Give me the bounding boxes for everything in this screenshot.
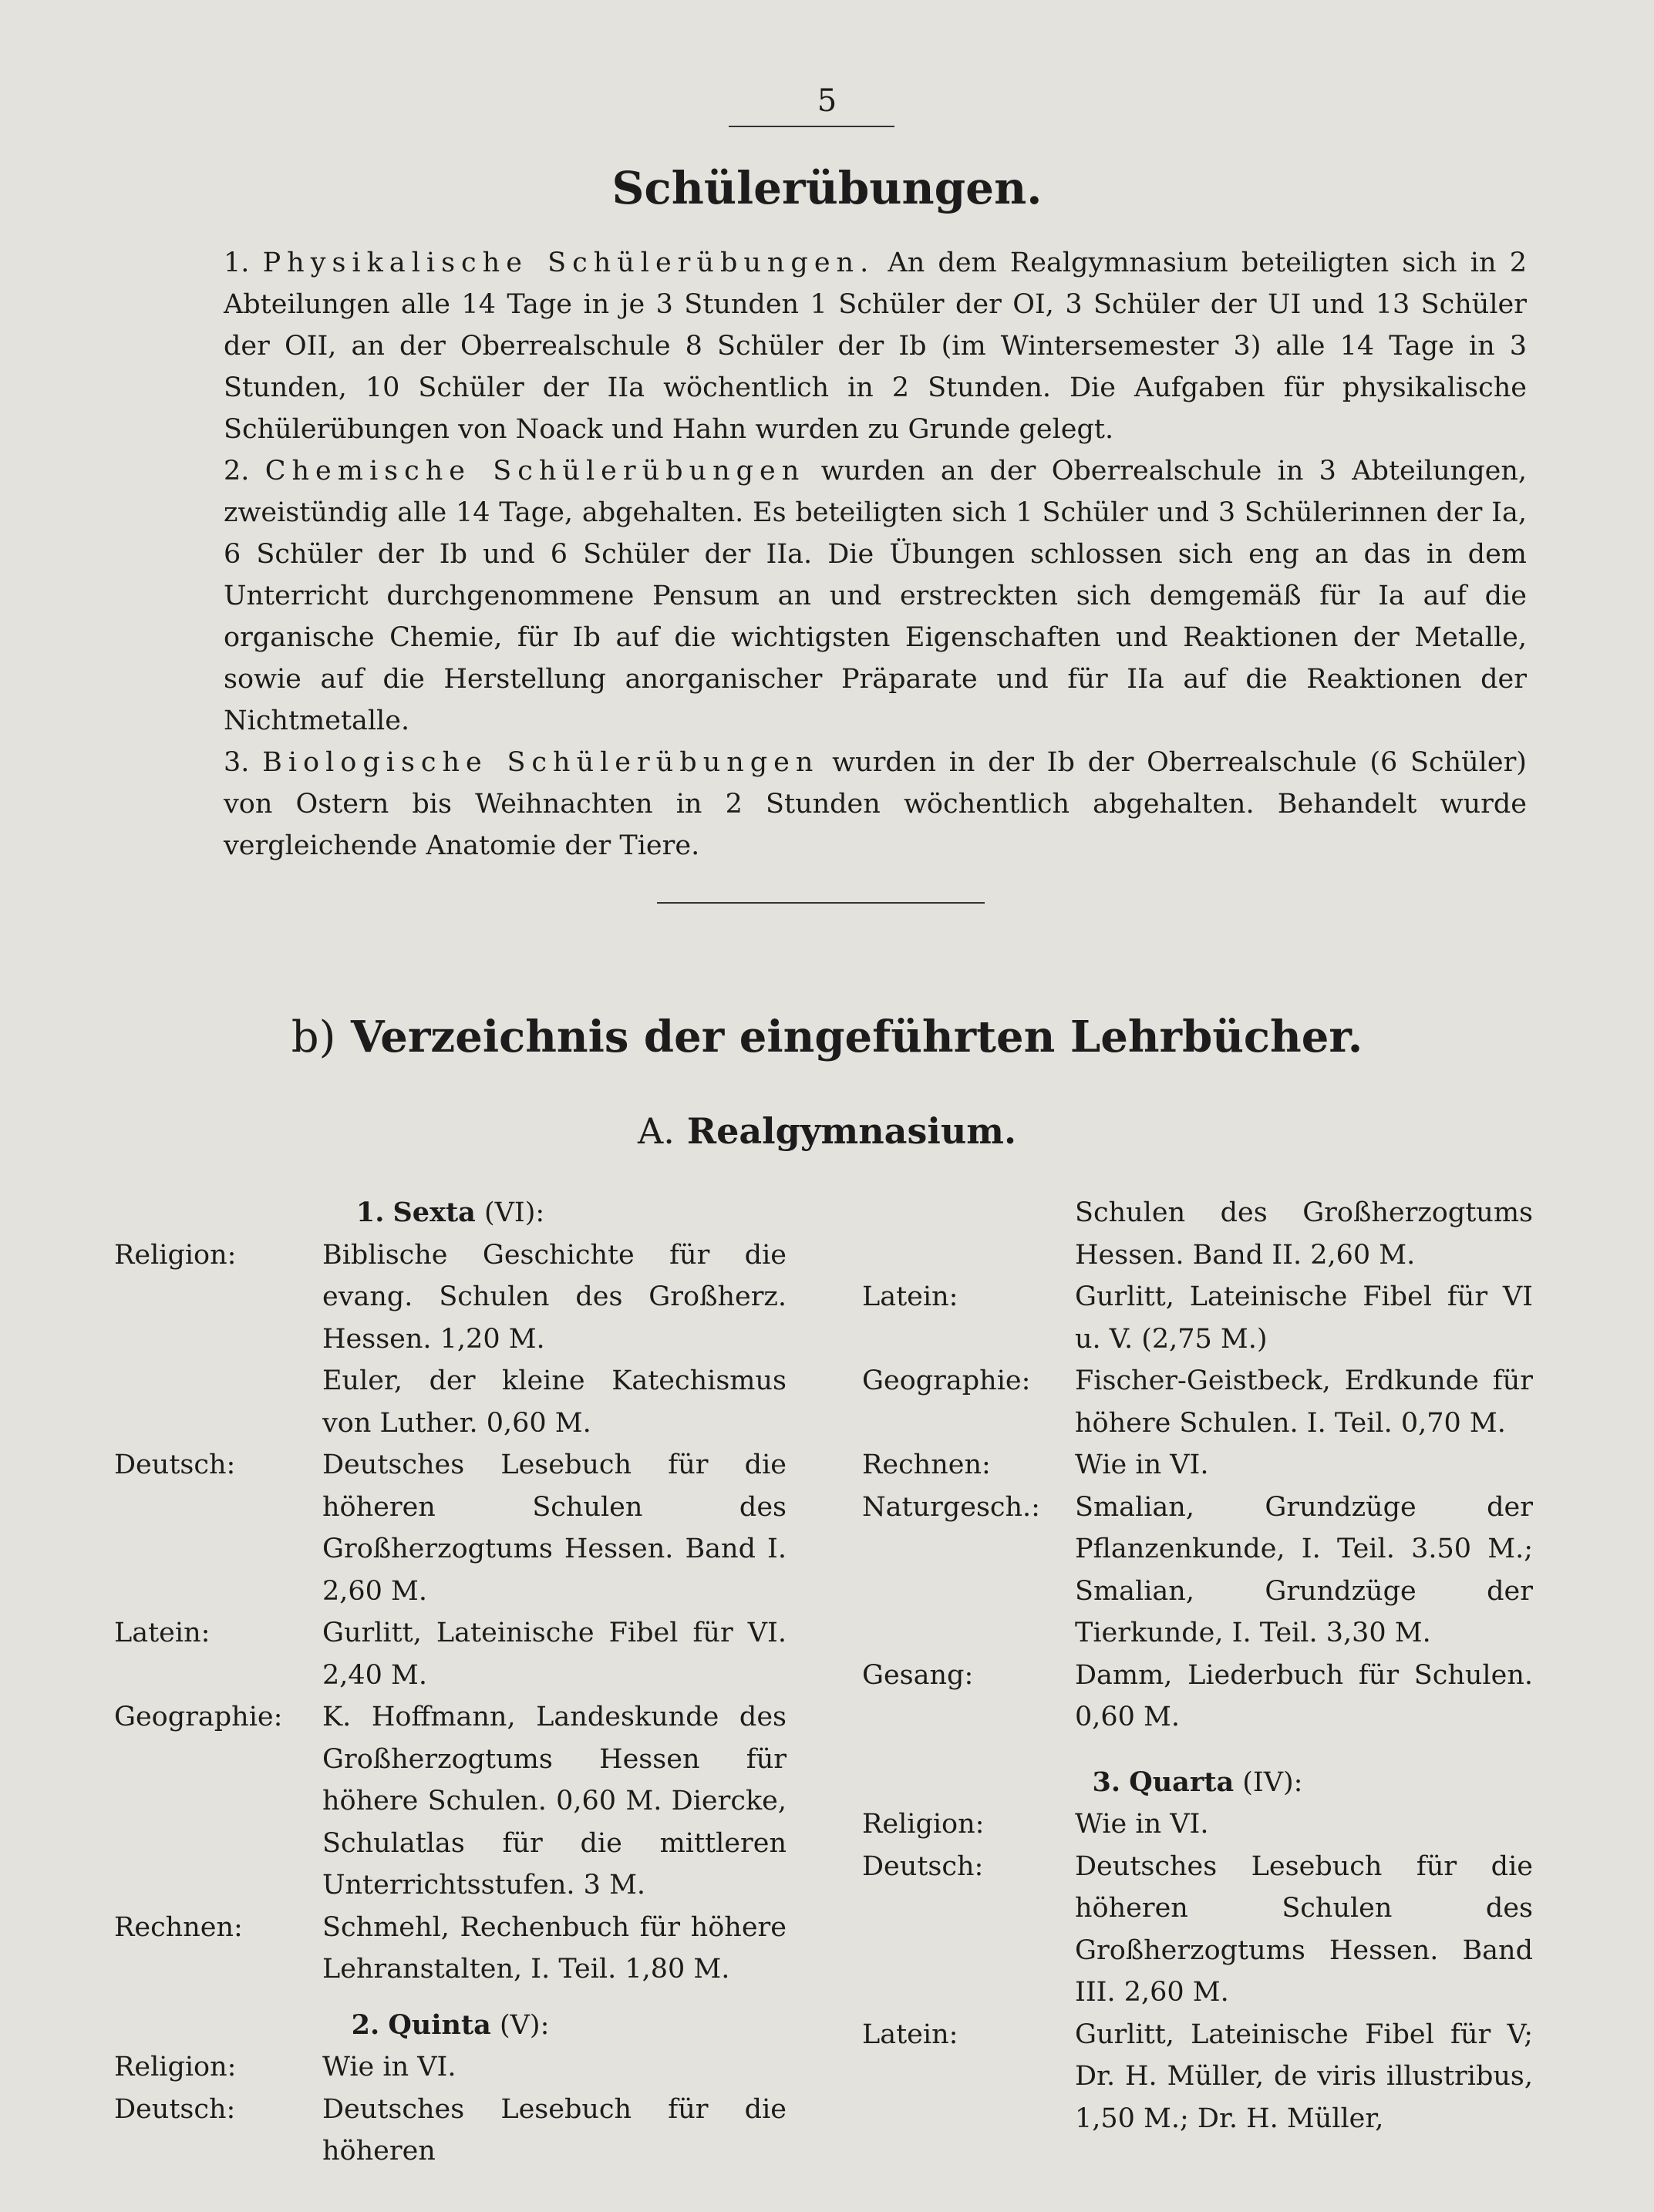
- subject-label: Geographie:: [114, 1702, 283, 1732]
- header-rule: [729, 126, 894, 127]
- paragraph-biology: [108, 742, 1527, 867]
- class-name: Quarta: [1129, 1766, 1235, 1798]
- paragraph-number: 1.: [224, 247, 250, 278]
- paragraph-heading: Chemische Schülerübungen: [264, 456, 806, 487]
- paragraph-heading: Biologische Schülerübungen: [262, 747, 820, 778]
- subject-label: Latein:: [114, 1618, 211, 1648]
- subject-label: Latein:: [862, 1281, 958, 1312]
- book-entry: Damm, Liederbuch für Schulen. 0,60 M.: [1075, 1659, 1533, 1732]
- subject-label: Geographie:: [862, 1365, 1031, 1396]
- list-item: [862, 1444, 1533, 1486]
- section-prefix: b): [291, 1012, 336, 1062]
- subject-label: Deutsch:: [862, 1850, 984, 1882]
- paragraph-text: An dem Realgymnasium beteiligten sich in 2 Abteilungen alle 14 Tage in je 3 Stunden 1 Schüler der OI, 3 Schüler der UI und 13 Schüler der OII, an der Oberrealschule 8 Schüler der Ib (im Wintersemester 3) alle 14 Tage in 3 Stunden, 10 Schüler der IIa wöchentlich in 2 Stunden. Die Aufgaben für physikalische Schülerübungen von Noack und Hahn wurden zu Grunde gelegt.: [224, 247, 1527, 445]
- section-title: Verzeichnis der eingeführten Lehrbücher.: [350, 1012, 1363, 1062]
- paragraph-text: wurden in der Ib der Oberrealschule (6 Schüler) von Ostern bis Weihnachten in 2 Stunden wöchentlich abgehalten. Behandelt wurde vergleichende Anatomie der Tiere.: [224, 747, 1527, 861]
- list-item: [114, 1907, 787, 1991]
- class-roman: (VI):: [483, 1197, 545, 1228]
- subsection-prefix: A.: [638, 1110, 675, 1152]
- list-item: [114, 1696, 787, 1907]
- list-item: [862, 1486, 1533, 1655]
- page-number: 5: [817, 83, 837, 119]
- list-item: [114, 2089, 787, 2173]
- heading-realgymnasium: [0, 1110, 1654, 1152]
- list-item: [114, 1612, 787, 1696]
- class-name: Sexta: [392, 1197, 476, 1228]
- class-heading-quarta: [862, 1762, 1533, 1804]
- paragraph-text: wurden an der Oberrealschule in 3 Abteilungen, zweistündig alle 14 Tage, abgehalten. Es beteiligten sich 1 Schüler und 3 Schülerinnen der Ia, 6 Schüler der Ib und 6 Schüler der IIa. Die Übungen schlossen sich eng an das in dem Unterricht durchgenommene Pensum an und erstreckten sich demgemäß für Ia auf die organische Chemie, für Ib auf die wichtigsten Eigenschaften und Reaktionen der Metalle, sowie auf die Herstellung anorganischer Präparate und für IIa auf die Reaktionen der Nichtmetalle.: [224, 456, 1527, 736]
- subject-label: [862, 1192, 1075, 1276]
- right-column: [862, 1192, 1533, 2140]
- book-entry: Schulen des Großherzogtums Hessen. Band II. 2,60 M.: [1075, 1197, 1533, 1271]
- class-roman: (IV):: [1242, 1766, 1303, 1798]
- heading-schueleruebungen: Schülerübungen.: [611, 162, 1043, 214]
- book-entry: Gurlitt, Lateinische Fibel für VI u. V. (2,75 M.): [1075, 1281, 1533, 1355]
- subsection-title: Realgymnasium.: [686, 1110, 1016, 1152]
- subject-label: Deutsch:: [114, 2093, 236, 2125]
- class-name: Quinta: [388, 2008, 491, 2041]
- class-heading-sexta: [114, 1192, 787, 1234]
- book-entry: Wie in VI.: [1075, 1449, 1209, 1480]
- class-heading-quinta: [114, 2005, 787, 2047]
- class-number: 3.: [1092, 1766, 1121, 1798]
- book-entry: Wie in VI.: [1075, 1809, 1209, 1840]
- book-entry: Deutsches Lesebuch für die höheren: [322, 2093, 787, 2167]
- heading-textbook-list: [0, 1012, 1654, 1062]
- subject-label: Rechnen:: [114, 1911, 243, 1943]
- list-item: [862, 1655, 1533, 1739]
- paragraph-number: 3.: [224, 747, 250, 778]
- subject-label: Latein:: [862, 2018, 958, 2050]
- subject-label: Naturgesch.:: [862, 1491, 1040, 1523]
- subject-label: Religion:: [114, 1239, 237, 1271]
- paragraph-physics: [108, 242, 1527, 450]
- class-number: 2.: [351, 2008, 380, 2041]
- list-item: [862, 1360, 1533, 1444]
- list-item: [862, 1846, 1533, 2014]
- book-entry: Deutsches Lesebuch für die höheren Schulen des Großherzogtums Hessen. Band I. 2,60 M.: [322, 1449, 787, 1607]
- class-roman: (V):: [499, 2009, 550, 2041]
- class-number: 1.: [355, 1197, 385, 1228]
- paragraph-number: 2.: [224, 456, 250, 487]
- book-entry: Schmehl, Rechenbuch für höhere Lehranstalten, I. Teil. 1,80 M.: [322, 1911, 787, 1985]
- list-item: [862, 1803, 1533, 1846]
- list-item: [862, 1192, 1533, 1276]
- list-item: [862, 1276, 1533, 1360]
- book-entry: Gurlitt, Lateinische Fibel für V; Dr. H. Müller, de viris illustribus, 1,50 M.; Dr. H. Müller,: [1075, 2018, 1533, 2134]
- subject-label: Rechnen:: [862, 1449, 991, 1480]
- list-item: [114, 1444, 787, 1612]
- exercises-section: [108, 242, 1527, 867]
- left-column: [114, 1192, 787, 2173]
- list-item: [114, 1234, 787, 1361]
- list-item: [862, 2014, 1533, 2140]
- subject-label: Deutsch:: [114, 1449, 236, 1480]
- list-item: [114, 2046, 787, 2089]
- subject-label: [114, 1360, 322, 1444]
- book-entry: Fischer-Geistbeck, Erdkunde für höhere Schulen. I. Teil. 0,70 M.: [1075, 1365, 1533, 1439]
- subject-label: Gesang:: [862, 1659, 974, 1691]
- paragraph-chemistry: [108, 450, 1527, 742]
- paragraph-heading: Physikalische Schülerübungen.: [262, 247, 875, 278]
- list-item: [114, 1360, 787, 1444]
- section-divider: [657, 902, 985, 904]
- book-entry: Deutsches Lesebuch für die höheren Schulen des Großherzogtums Hessen. Band III. 2,60 M.: [1075, 1850, 1533, 2008]
- book-entry: Euler, der kleine Katechismus von Luther. 0,60 M.: [322, 1365, 787, 1439]
- book-entry: Smalian, Grundzüge der Pflanzenkunde, I. Teil. 3.50 M.; Smalian, Grundzüge der Tierkunde, I. Teil. 3,30 M.: [1075, 1491, 1533, 1648]
- book-entry: Wie in VI.: [322, 2052, 456, 2082]
- subject-label: Religion:: [862, 1809, 985, 1840]
- book-entry: Biblische Geschichte für die evang. Schulen des Großherz. Hessen. 1,20 M.: [322, 1239, 787, 1355]
- book-entry: K. Hoffmann, Landeskunde des Großherzogtums Hessen für höhere Schulen. 0,60 M. Diercke, Schulatlas für die mittleren Unterrichtsstufen. 3 M.: [322, 1702, 787, 1901]
- subject-label: Religion:: [114, 2052, 237, 2082]
- book-entry: Gurlitt, Lateinische Fibel für VI. 2,40 M.: [322, 1618, 787, 1691]
